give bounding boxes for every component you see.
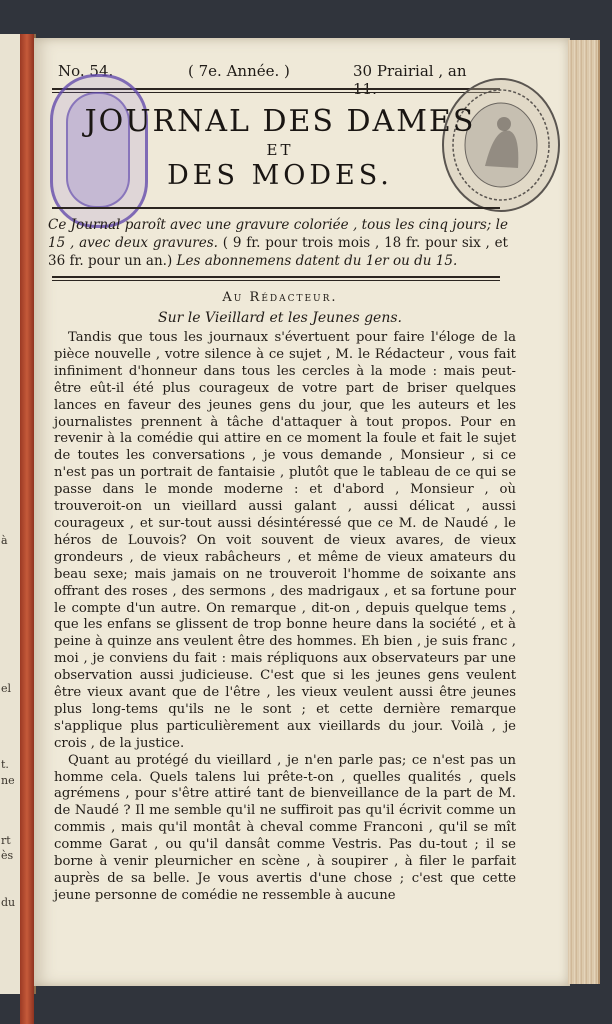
issue-number: No. 54. [58,62,114,80]
masthead-title-line-3: DES MODES. [167,160,393,191]
bookmark-ribbon [20,34,34,1024]
masthead-rule [52,207,500,209]
margin-fragment: t. [1,758,9,771]
margin-fragment: du [1,896,16,909]
margin-fragment: à [1,534,8,547]
subscription-notice [48,216,508,270]
masthead-title-line-1: JOURNAL DES DAMES [84,104,476,139]
article-subheading: Sur le Vieillard et les Jeunes gens. [158,310,402,326]
article-paragraph: Tandis que tous les journaux s'évertuent pour faire l'éloge de la pièce nouvelle , votre silence à ce sujet , M. le Rédacteur , vous fait infiniment d'honneur dans tous les cercles à la mode : mais peut-être eût-il été plus courageux de votre part de briser quelques lances en faveur des jeunes gens du jour, que les auteurs et les journalistes prennent à tâche d'attaquer à tout propos. Pour en revenir à la comédie qui attire en ce moment la foule et fait le sujet de toutes les conversations , je vous demande , Monsieur , si ce n'est pas un portrait de fantaisie , plutôt que le tableau de ce qui se passe dans le monde moderne : et d'abord , Monsieur , où trouveroit-on un vieillard aussi galant , aussi délicat , aussi courageux , et sur-tout aussi désintéressé que ce M. de Naudé , le héros de Louvois? On voit souvent de vieux avares, de vieux grondeurs , de vieux rabâcheurs , et même de vieux amateurs du beau sexe; mais jamais on ne trouveroit l'homme de soixante ans offrant des roses , des sermons , des madrigaux , et sa fortune pour le compte d'un autre. On remarque , dit-on , depuis quelque tems , que les enfans se glissent de trop bonne heure dans la société , et à peine à quinze ans veulent être des hommes. Eh bien , je suis franc , moi , je conviens du fait : mais répliquons aux observateurs par une observation aussi judicieuse. C'est que si les jeunes gens veulent être vieux avant que de l'être , les vieux veulent aussi être jeunes plus long-tems qu'ils ne le sont ; et cette dernière remarque s'applique plus particulièrement aux vieillards du jour. Voilà , je crois , de la justice. [54,330,516,751]
page-edges [568,40,600,984]
issue-year: ( 7e. Année. ) [188,62,290,80]
subscription-dates: Les abonnemens datent du 1er ou du 15. [176,253,458,269]
margin-fragment: rt [1,834,11,847]
subscription-rule [52,276,500,278]
subscription-rule-thin [52,280,500,281]
margin-fragment: ne [1,774,15,787]
subscription-text-italic: Ce Journal paroît avec une gravure coloriée , tous les cinq jours; le 15 , avec deux gravures. [48,217,508,251]
margin-fragment: el [1,682,12,695]
article-body [54,330,516,905]
margin-fragment: ès [1,849,14,862]
article-heading: Au Rédacteur. [222,290,338,305]
subscription-prices: ( 9 fr. pour trois mois , 18 fr. pour six , et 36 fr. pour un an.) [48,235,508,269]
article-paragraph: Quant au protégé du vieillard , je n'en parle pas; ce n'est pas un homme cela. Quels talens lui prête-t-on , quelles qualités , quels agrémens , pour s'être attiré tant de bienveillance de la part de M. de Naudé ? Il me semble qu'il ne suffiroit pas qu'il écrivit comme un commis , mais qu'il montât à cheval comme Franconi , qu'il se mît comme Garat , ou qu'il dansât comme Vestris. Pas du-tout ; il se borne à venir pleurnicher en scène , à soupirer , à filer le parfait auprès de sa belle. Je vous avertis d'une chose ; c'est que cette jeune personne de comédie ne ressemble à aucune [54,752,516,903]
masthead-title-line-2: ET [266,141,294,159]
issue-date: 30 Prairial , an 11. [353,62,467,98]
